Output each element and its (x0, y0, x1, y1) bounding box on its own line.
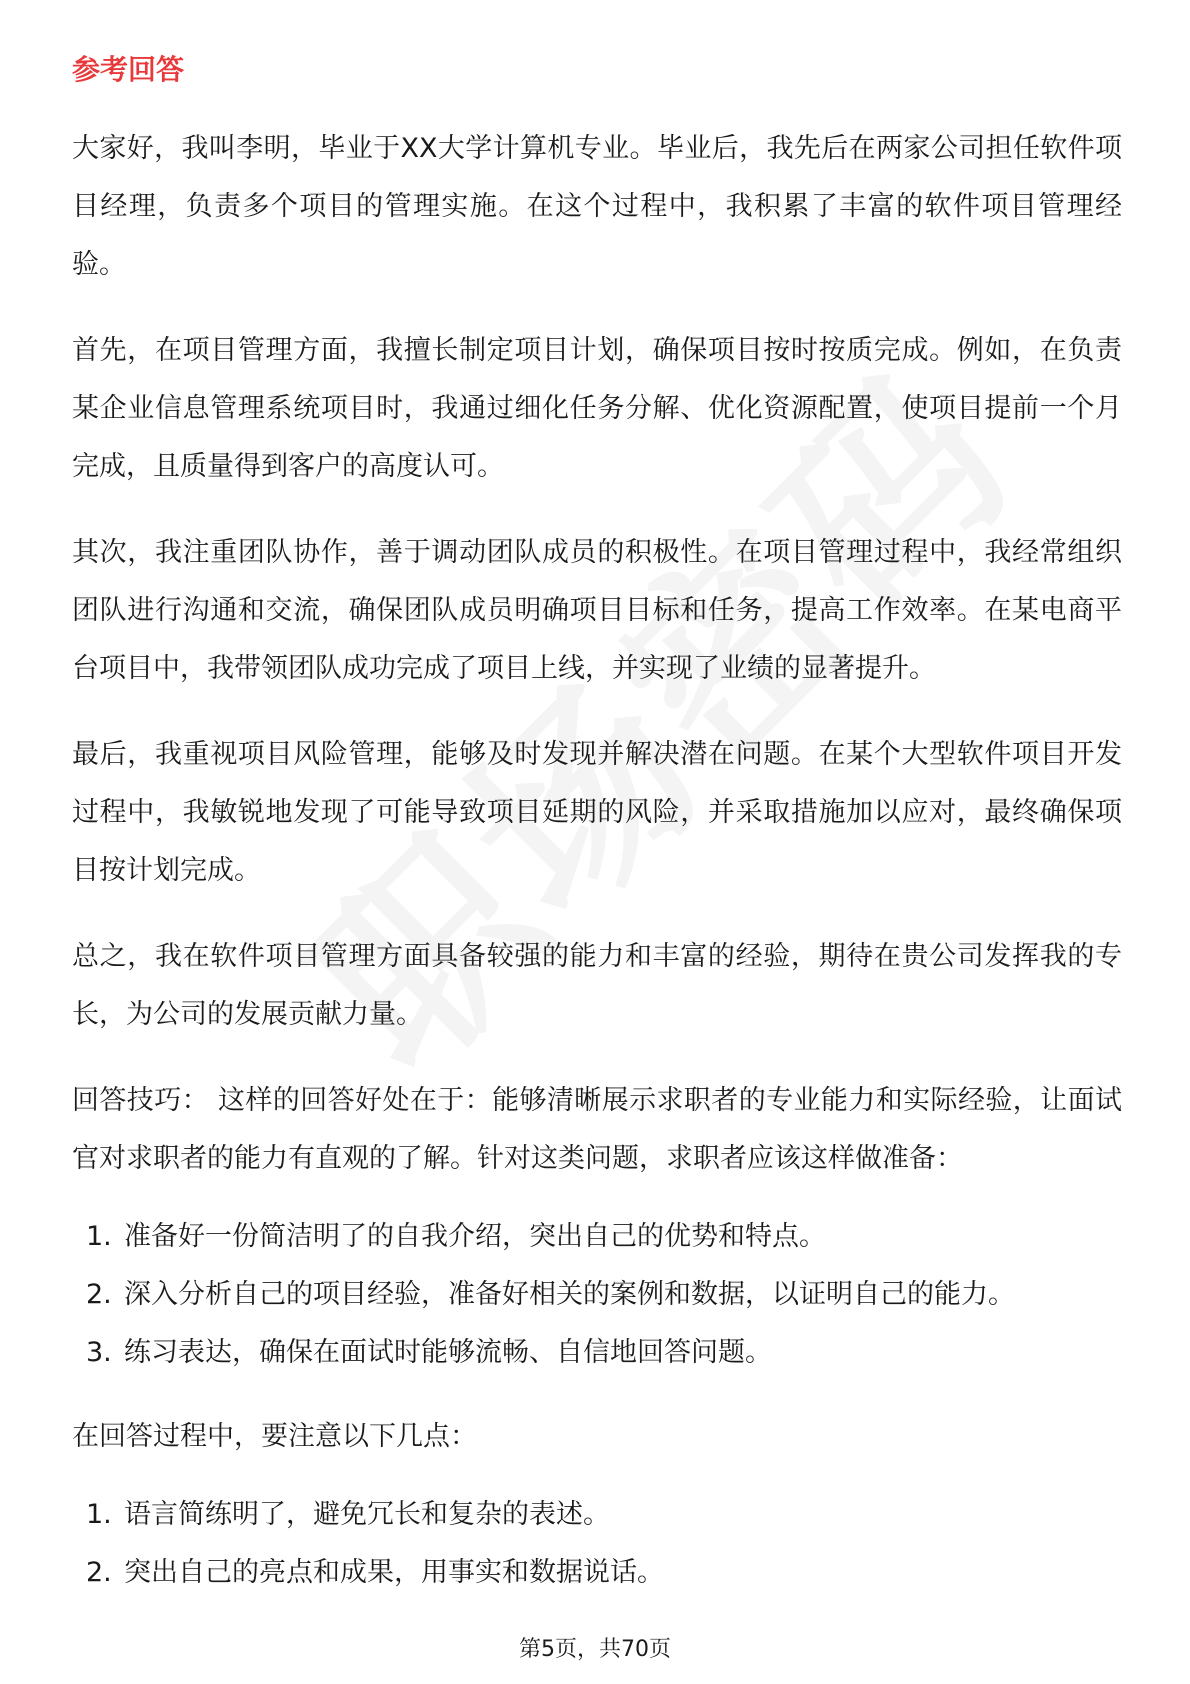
list-item-text: 突出自己的亮点和成果，用事实和数据说话。 (124, 1557, 664, 1588)
prep-list (72, 1208, 1122, 1382)
list-item-number: 1. (86, 1221, 112, 1252)
section-title: 参考回答 (72, 53, 185, 86)
page-number: 第5页，共70页 (519, 1637, 671, 1662)
paragraph-risk: 最后，我重视项目风险管理，能够及时发现并解决潜在问题。在某个大型软件项目开发过程中，我敏锐地发现了可能导致项目延期的风险，并采取措施加以应对，最终确保项目按计划完成。 (72, 739, 1122, 886)
list-item (72, 1324, 1122, 1382)
list-item-number: 1. (86, 1499, 112, 1530)
list-item-number: 2. (86, 1557, 112, 1588)
list-item (72, 1266, 1122, 1324)
list-item-text: 深入分析自己的项目经验，准备好相关的案例和数据，以证明自己的能力。 (124, 1279, 1015, 1310)
paragraph-teamwork: 其次，我注重团队协作，善于调动团队成员的积极性。在项目管理过程中，我经常组织团队进行沟通和交流，确保团队成员明确项目目标和任务，提高工作效率。在某电商平台项目中，我带领团队成功完成了项目上线，并实现了业绩的显著提升。 (72, 537, 1122, 684)
paragraph-summary: 总之，我在软件项目管理方面具备较强的能力和丰富的经验，期待在贵公司发挥我的专长，为公司的发展贡献力量。 (72, 941, 1122, 1030)
list-item-number: 2. (86, 1279, 112, 1310)
paragraph-tips: 回答技巧： 这样的回答好处在于：能够清晰展示求职者的专业能力和实际经验，让面试官对求职者的能力有直观的了解。针对这类问题，求职者应该这样做准备： (72, 1085, 1122, 1174)
list-item (72, 1486, 1122, 1544)
list-item-text: 准备好一份简洁明了的自我介绍，突出自己的优势和特点。 (124, 1221, 826, 1252)
list-item (72, 1544, 1122, 1602)
list-item (72, 1208, 1122, 1266)
paragraph-planning: 首先，在项目管理方面，我擅长制定项目计划，确保项目按时按质完成。例如，在负责某企业信息管理系统项目时，我通过细化任务分解、优化资源配置，使项目提前一个月完成，且质量得到客户的高度认可。 (72, 335, 1122, 482)
notes-list (72, 1486, 1122, 1602)
list-item-text: 语言简练明了，避免冗长和复杂的表述。 (124, 1499, 610, 1530)
paragraph-intro: 大家好，我叫李明，毕业于XX大学计算机专业。毕业后，我先后在两家公司担任软件项目经理，负责多个项目的管理实施。在这个过程中，我积累了丰富的软件项目管理经验。 (72, 133, 1122, 280)
paragraph-notes-intro: 在回答过程中，要注意以下几点： (72, 1421, 477, 1452)
list-item-number: 3. (86, 1337, 112, 1368)
document-body (72, 50, 1122, 1628)
list-item-text: 练习表达，确保在面试时能够流畅、自信地回答问题。 (124, 1337, 772, 1368)
